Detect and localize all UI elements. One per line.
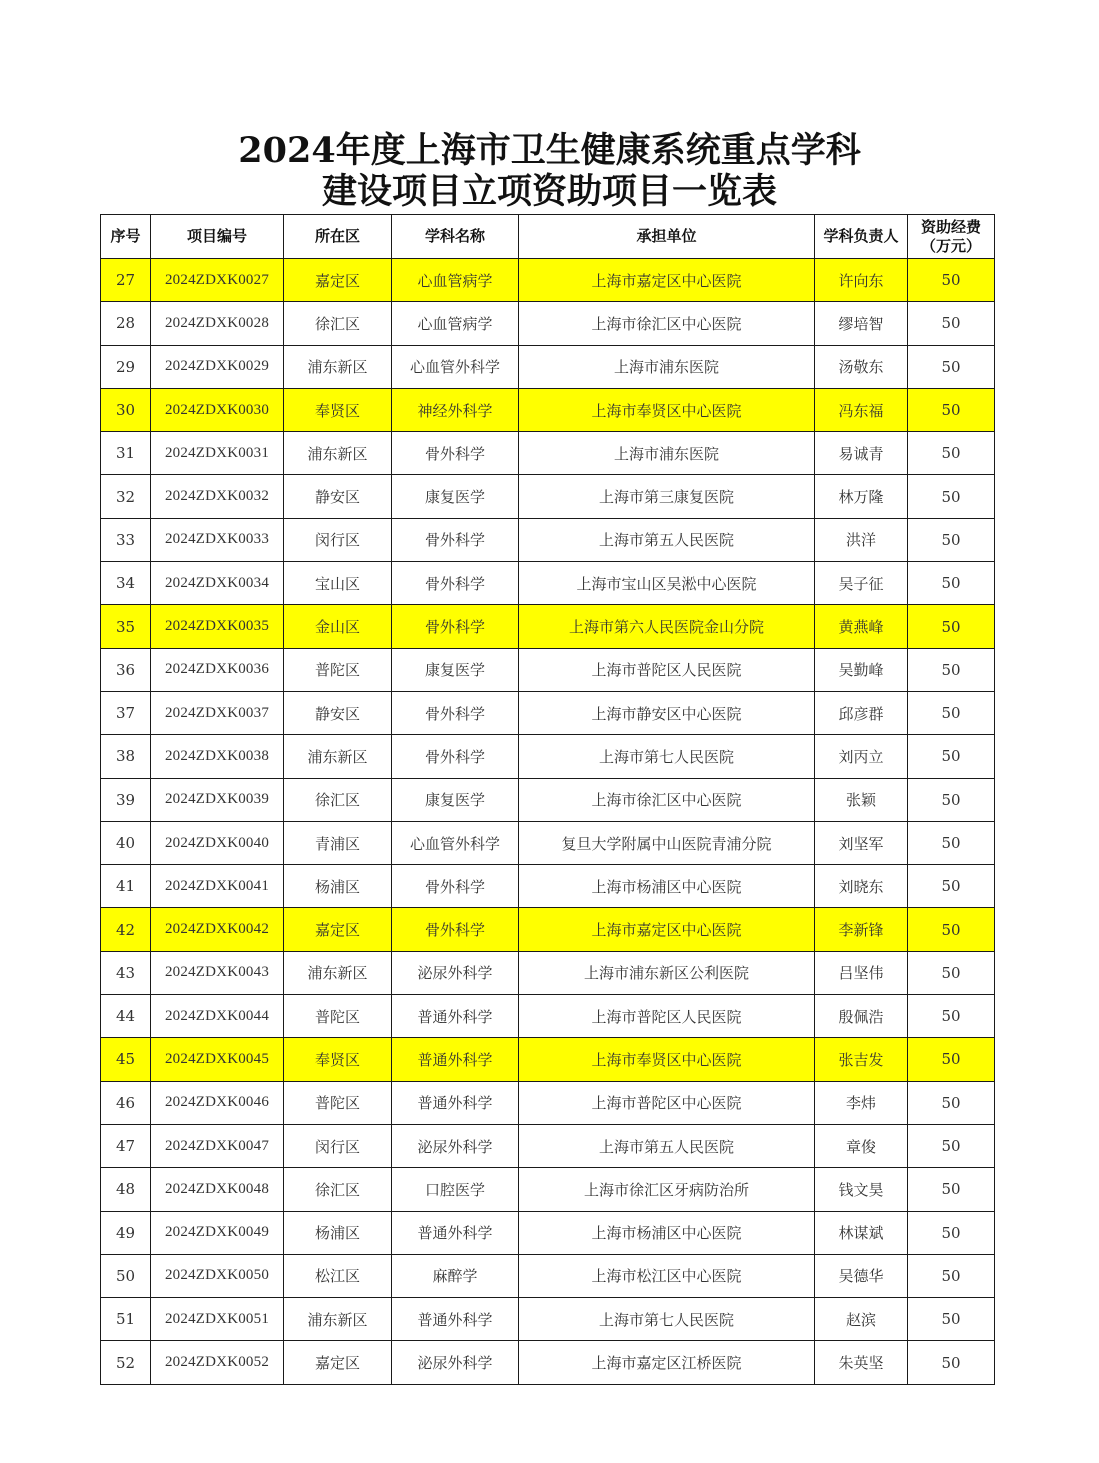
header-project-code: 项目编号 (151, 215, 284, 259)
cell-subject: 心血管外科学 (392, 821, 519, 864)
cell-seq: 32 (101, 475, 151, 518)
cell-fund: 50 (908, 1341, 995, 1384)
cell-district: 奉贤区 (284, 388, 392, 431)
cell-district: 浦东新区 (284, 345, 392, 388)
header-fund-line-2: （万元） (920, 236, 981, 255)
cell-unit: 上海市奉贤区中心医院 (519, 1038, 815, 1081)
table-row (101, 995, 995, 1038)
cell-project-code: 2024ZDXK0051 (151, 1298, 284, 1341)
table-row (101, 1081, 995, 1124)
cell-unit: 上海市浦东医院 (519, 432, 815, 475)
cell-unit: 上海市松江区中心医院 (519, 1254, 815, 1297)
cell-leader: 赵滨 (815, 1298, 908, 1341)
table-row (101, 951, 995, 994)
cell-project-code: 2024ZDXK0050 (151, 1254, 284, 1297)
cell-seq: 45 (101, 1038, 151, 1081)
cell-fund: 50 (908, 562, 995, 605)
cell-seq: 40 (101, 821, 151, 864)
cell-unit: 上海市第五人民医院 (519, 518, 815, 561)
cell-seq: 43 (101, 951, 151, 994)
cell-fund: 50 (908, 1168, 995, 1211)
cell-unit: 上海市第六人民医院金山分院 (519, 605, 815, 648)
cell-project-code: 2024ZDXK0027 (151, 259, 284, 302)
cell-seq: 46 (101, 1081, 151, 1124)
cell-fund: 50 (908, 778, 995, 821)
cell-fund: 50 (908, 388, 995, 431)
header-fund (908, 215, 995, 259)
table-row (101, 778, 995, 821)
table-row (101, 388, 995, 431)
table-row (101, 735, 995, 778)
cell-district: 杨浦区 (284, 1211, 392, 1254)
cell-fund: 50 (908, 518, 995, 561)
table-header-row (101, 215, 995, 259)
cell-seq: 29 (101, 345, 151, 388)
cell-leader: 刘丙立 (815, 735, 908, 778)
cell-project-code: 2024ZDXK0036 (151, 648, 284, 691)
cell-seq: 38 (101, 735, 151, 778)
cell-subject: 骨外科学 (392, 605, 519, 648)
header-subject: 学科名称 (392, 215, 519, 259)
cell-subject: 泌尿外科学 (392, 1341, 519, 1384)
cell-project-code: 2024ZDXK0046 (151, 1081, 284, 1124)
cell-district: 徐汇区 (284, 302, 392, 345)
cell-district: 闵行区 (284, 1124, 392, 1167)
table-row (101, 1124, 995, 1167)
cell-leader: 朱英坚 (815, 1341, 908, 1384)
table-row (101, 475, 995, 518)
cell-leader: 李新锋 (815, 908, 908, 951)
cell-project-code: 2024ZDXK0032 (151, 475, 284, 518)
cell-subject: 神经外科学 (392, 388, 519, 431)
cell-subject: 康复医学 (392, 778, 519, 821)
cell-project-code: 2024ZDXK0035 (151, 605, 284, 648)
table-row (101, 821, 995, 864)
cell-fund: 50 (908, 259, 995, 302)
cell-fund: 50 (908, 735, 995, 778)
table-row (101, 518, 995, 561)
cell-subject: 康复医学 (392, 475, 519, 518)
table-body (101, 259, 995, 1385)
cell-unit: 上海市嘉定区中心医院 (519, 259, 815, 302)
table-row (101, 259, 995, 302)
cell-unit: 上海市第三康复医院 (519, 475, 815, 518)
table-row (101, 1341, 995, 1384)
cell-seq: 27 (101, 259, 151, 302)
cell-project-code: 2024ZDXK0039 (151, 778, 284, 821)
cell-district: 浦东新区 (284, 735, 392, 778)
cell-unit: 上海市静安区中心医院 (519, 691, 815, 734)
funding-table (100, 214, 995, 1385)
cell-subject: 心血管病学 (392, 302, 519, 345)
page-title-line-2: 建设项目立项资助项目一览表 (321, 171, 777, 212)
cell-district: 普陀区 (284, 1081, 392, 1124)
cell-project-code: 2024ZDXK0043 (151, 951, 284, 994)
cell-district: 静安区 (284, 691, 392, 734)
cell-seq: 36 (101, 648, 151, 691)
table-row (101, 1038, 995, 1081)
cell-fund: 50 (908, 691, 995, 734)
cell-unit: 上海市普陀区人民医院 (519, 648, 815, 691)
cell-leader: 林谋斌 (815, 1211, 908, 1254)
cell-project-code: 2024ZDXK0047 (151, 1124, 284, 1167)
cell-unit: 上海市奉贤区中心医院 (519, 388, 815, 431)
cell-district: 静安区 (284, 475, 392, 518)
cell-leader: 林万隆 (815, 475, 908, 518)
cell-district: 浦东新区 (284, 432, 392, 475)
cell-fund: 50 (908, 1298, 995, 1341)
cell-fund: 50 (908, 1254, 995, 1297)
table-row (101, 865, 995, 908)
cell-district: 普陀区 (284, 995, 392, 1038)
cell-district: 嘉定区 (284, 259, 392, 302)
cell-project-code: 2024ZDXK0042 (151, 908, 284, 951)
cell-leader: 张颖 (815, 778, 908, 821)
cell-project-code: 2024ZDXK0029 (151, 345, 284, 388)
header-fund-line-1: 资助经费 (920, 217, 981, 236)
cell-project-code: 2024ZDXK0044 (151, 995, 284, 1038)
cell-leader: 钱文昊 (815, 1168, 908, 1211)
cell-seq: 49 (101, 1211, 151, 1254)
header-district: 所在区 (284, 215, 392, 259)
cell-leader: 刘坚军 (815, 821, 908, 864)
cell-seq: 47 (101, 1124, 151, 1167)
cell-leader: 吴德华 (815, 1254, 908, 1297)
cell-subject: 普通外科学 (392, 1038, 519, 1081)
cell-seq: 31 (101, 432, 151, 475)
cell-subject: 泌尿外科学 (392, 1124, 519, 1167)
cell-subject: 心血管外科学 (392, 345, 519, 388)
cell-seq: 35 (101, 605, 151, 648)
cell-unit: 上海市嘉定区中心医院 (519, 908, 815, 951)
cell-leader: 吕坚伟 (815, 951, 908, 994)
cell-unit: 上海市普陀区人民医院 (519, 995, 815, 1038)
table-row (101, 908, 995, 951)
cell-subject: 骨外科学 (392, 562, 519, 605)
cell-leader: 邱彦群 (815, 691, 908, 734)
cell-project-code: 2024ZDXK0052 (151, 1341, 284, 1384)
cell-project-code: 2024ZDXK0038 (151, 735, 284, 778)
cell-unit: 上海市徐汇区中心医院 (519, 302, 815, 345)
cell-subject: 骨外科学 (392, 691, 519, 734)
cell-district: 嘉定区 (284, 1341, 392, 1384)
cell-unit: 上海市宝山区吴淞中心医院 (519, 562, 815, 605)
table-row (101, 562, 995, 605)
cell-fund: 50 (908, 908, 995, 951)
cell-district: 徐汇区 (284, 778, 392, 821)
table-row (101, 432, 995, 475)
cell-subject: 骨外科学 (392, 432, 519, 475)
cell-seq: 39 (101, 778, 151, 821)
table-row (101, 1211, 995, 1254)
cell-project-code: 2024ZDXK0040 (151, 821, 284, 864)
cell-seq: 34 (101, 562, 151, 605)
cell-unit: 上海市第七人民医院 (519, 735, 815, 778)
cell-project-code: 2024ZDXK0037 (151, 691, 284, 734)
table-row (101, 1298, 995, 1341)
cell-leader: 章俊 (815, 1124, 908, 1167)
cell-fund: 50 (908, 1124, 995, 1167)
cell-fund: 50 (908, 345, 995, 388)
cell-fund: 50 (908, 1038, 995, 1081)
cell-leader: 洪洋 (815, 518, 908, 561)
header-leader: 学科负责人 (815, 215, 908, 259)
table-row (101, 345, 995, 388)
cell-district: 浦东新区 (284, 951, 392, 994)
cell-seq: 44 (101, 995, 151, 1038)
cell-fund: 50 (908, 605, 995, 648)
table-row (101, 1254, 995, 1297)
cell-fund: 50 (908, 865, 995, 908)
cell-district: 普陀区 (284, 648, 392, 691)
cell-district: 浦东新区 (284, 1298, 392, 1341)
cell-leader: 黄燕峰 (815, 605, 908, 648)
cell-subject: 骨外科学 (392, 908, 519, 951)
page-title-line-1: 2024年度上海市卫生健康系统重点学科 (238, 130, 861, 171)
cell-fund: 50 (908, 475, 995, 518)
cell-unit: 上海市徐汇区牙病防治所 (519, 1168, 815, 1211)
cell-leader: 易诚青 (815, 432, 908, 475)
table-row (101, 648, 995, 691)
table-row (101, 302, 995, 345)
cell-project-code: 2024ZDXK0034 (151, 562, 284, 605)
cell-subject: 骨外科学 (392, 518, 519, 561)
cell-seq: 51 (101, 1298, 151, 1341)
cell-fund: 50 (908, 995, 995, 1038)
table-row (101, 691, 995, 734)
cell-fund: 50 (908, 821, 995, 864)
cell-district: 青浦区 (284, 821, 392, 864)
cell-unit: 上海市浦东医院 (519, 345, 815, 388)
cell-subject: 泌尿外科学 (392, 951, 519, 994)
header-seq: 序号 (101, 215, 151, 259)
cell-subject: 普通外科学 (392, 995, 519, 1038)
cell-leader: 张吉发 (815, 1038, 908, 1081)
cell-subject: 普通外科学 (392, 1298, 519, 1341)
cell-fund: 50 (908, 1211, 995, 1254)
cell-project-code: 2024ZDXK0028 (151, 302, 284, 345)
cell-subject: 口腔医学 (392, 1168, 519, 1211)
cell-seq: 41 (101, 865, 151, 908)
cell-fund: 50 (908, 1081, 995, 1124)
cell-leader: 吴子征 (815, 562, 908, 605)
cell-project-code: 2024ZDXK0041 (151, 865, 284, 908)
cell-seq: 42 (101, 908, 151, 951)
cell-leader: 冯东福 (815, 388, 908, 431)
cell-subject: 骨外科学 (392, 735, 519, 778)
header-unit: 承担单位 (519, 215, 815, 259)
cell-district: 闵行区 (284, 518, 392, 561)
cell-seq: 50 (101, 1254, 151, 1297)
cell-leader: 吴勤峰 (815, 648, 908, 691)
cell-project-code: 2024ZDXK0045 (151, 1038, 284, 1081)
cell-subject: 普通外科学 (392, 1211, 519, 1254)
cell-fund: 50 (908, 302, 995, 345)
cell-seq: 48 (101, 1168, 151, 1211)
cell-unit: 上海市杨浦区中心医院 (519, 865, 815, 908)
cell-leader: 许向东 (815, 259, 908, 302)
cell-leader: 汤敬东 (815, 345, 908, 388)
cell-project-code: 2024ZDXK0049 (151, 1211, 284, 1254)
cell-unit: 复旦大学附属中山医院青浦分院 (519, 821, 815, 864)
table-row (101, 605, 995, 648)
cell-leader: 刘晓东 (815, 865, 908, 908)
cell-district: 杨浦区 (284, 865, 392, 908)
cell-unit: 上海市普陀区中心医院 (519, 1081, 815, 1124)
cell-seq: 33 (101, 518, 151, 561)
cell-subject: 心血管病学 (392, 259, 519, 302)
cell-project-code: 2024ZDXK0031 (151, 432, 284, 475)
table-row (101, 1168, 995, 1211)
cell-unit: 上海市杨浦区中心医院 (519, 1211, 815, 1254)
cell-district: 徐汇区 (284, 1168, 392, 1211)
cell-fund: 50 (908, 432, 995, 475)
cell-unit: 上海市第五人民医院 (519, 1124, 815, 1167)
cell-unit: 上海市徐汇区中心医院 (519, 778, 815, 821)
cell-subject: 麻醉学 (392, 1254, 519, 1297)
cell-district: 奉贤区 (284, 1038, 392, 1081)
cell-project-code: 2024ZDXK0048 (151, 1168, 284, 1211)
cell-district: 金山区 (284, 605, 392, 648)
cell-district: 嘉定区 (284, 908, 392, 951)
cell-leader: 殷佩浩 (815, 995, 908, 1038)
cell-project-code: 2024ZDXK0033 (151, 518, 284, 561)
cell-leader: 缪培智 (815, 302, 908, 345)
cell-seq: 28 (101, 302, 151, 345)
cell-unit: 上海市嘉定区江桥医院 (519, 1341, 815, 1384)
cell-unit: 上海市浦东新区公利医院 (519, 951, 815, 994)
cell-seq: 37 (101, 691, 151, 734)
cell-district: 宝山区 (284, 562, 392, 605)
cell-unit: 上海市第七人民医院 (519, 1298, 815, 1341)
cell-subject: 普通外科学 (392, 1081, 519, 1124)
cell-district: 松江区 (284, 1254, 392, 1297)
cell-subject: 康复医学 (392, 648, 519, 691)
cell-fund: 50 (908, 951, 995, 994)
cell-project-code: 2024ZDXK0030 (151, 388, 284, 431)
cell-seq: 52 (101, 1341, 151, 1384)
cell-leader: 李炜 (815, 1081, 908, 1124)
cell-subject: 骨外科学 (392, 865, 519, 908)
cell-fund: 50 (908, 648, 995, 691)
cell-seq: 30 (101, 388, 151, 431)
